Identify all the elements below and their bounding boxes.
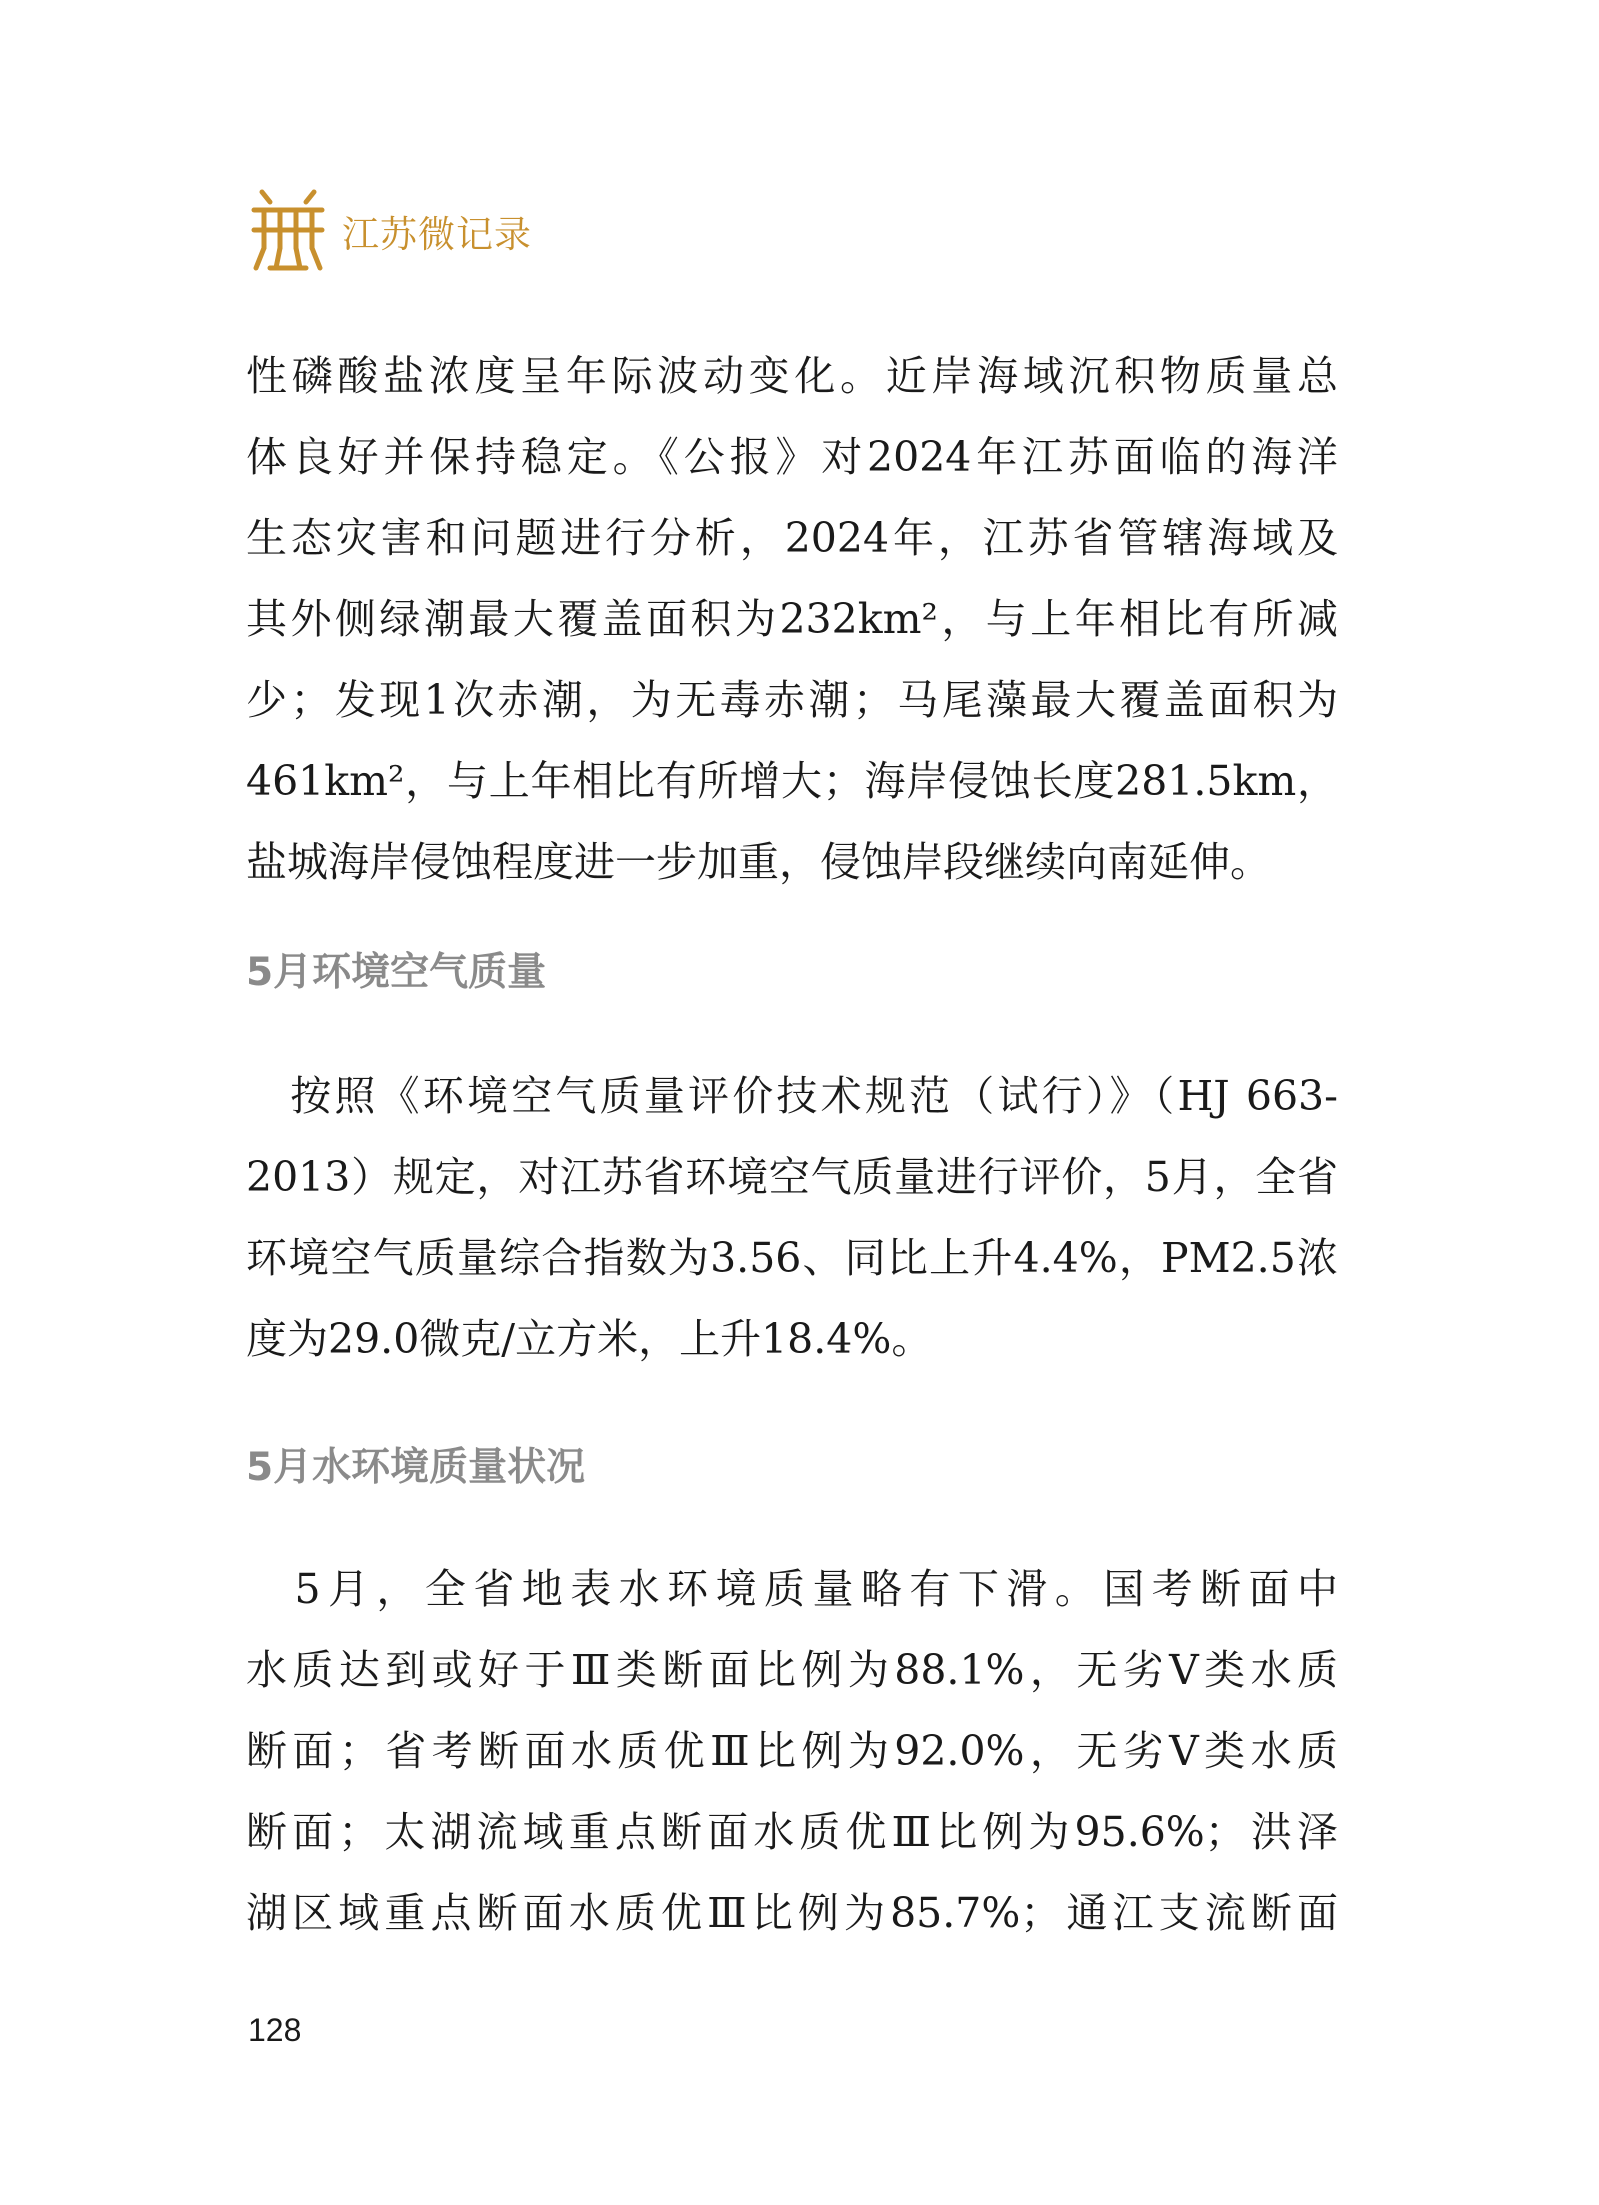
running-header bbox=[248, 186, 532, 274]
text-line: 2013）规定，对江苏省环境空气质量进行评价，5月，全省 bbox=[246, 1153, 1338, 1201]
section-heading-air-quality: 5月环境空气质量 bbox=[246, 950, 547, 995]
text-line: 461km²，与上年相比有所增大；海岸侵蚀长度281.5km， bbox=[246, 757, 1338, 805]
text-line: 盐城海岸侵蚀程度进一步加重，侵蚀岸段继续向南延伸。 bbox=[246, 838, 1271, 886]
text-line: 5月，全省地表水环境质量略有下滑。国考断面中 bbox=[246, 1565, 1338, 1613]
text-line: 断面；太湖流域重点断面水质优Ⅲ比例为95.6%；洪泽 bbox=[246, 1808, 1338, 1856]
section-heading-water-quality: 5月水环境质量状况 bbox=[246, 1445, 586, 1490]
paragraph-air-quality bbox=[246, 1056, 1338, 1380]
paragraph-marine bbox=[246, 336, 1338, 903]
text-line: 其外侧绿潮最大覆盖面积为232km²，与上年相比有所减 bbox=[246, 595, 1338, 643]
text-line: 湖区域重点断面水质优Ⅲ比例为85.7%；通江支流断面 bbox=[246, 1889, 1338, 1937]
text-line: 性磷酸盐浓度呈年际波动变化。近岸海域沉积物质量总 bbox=[246, 352, 1338, 400]
text-line: 生态灾害和问题进行分析，2024年，江苏省管辖海域及 bbox=[246, 514, 1338, 562]
text-line: 环境空气质量综合指数为3.56、同比上升4.4%，PM2.5浓 bbox=[246, 1234, 1338, 1282]
text-line: 按照《环境空气质量评价技术规范（试行）》（HJ 663- bbox=[246, 1072, 1338, 1120]
header-title: 江苏微记录 bbox=[342, 212, 532, 256]
page-content bbox=[246, 336, 1338, 1954]
text-line: 度为29.0微克/立方米，上升18.4%。 bbox=[246, 1315, 933, 1363]
jiangsu-logo-icon bbox=[248, 186, 328, 274]
paragraph-water-quality bbox=[246, 1549, 1338, 1954]
text-line: 少；发现1次赤潮，为无毒赤潮；马尾藻最大覆盖面积为 bbox=[246, 676, 1338, 724]
text-line: 体良好并保持稳定。《公报》对2024年江苏面临的海洋 bbox=[246, 433, 1338, 481]
text-line: 断面；省考断面水质优Ⅲ比例为92.0%，无劣Ⅴ类水质 bbox=[246, 1727, 1338, 1775]
page-number: 128 bbox=[248, 2012, 302, 2048]
text-line: 水质达到或好于Ⅲ类断面比例为88.1%，无劣Ⅴ类水质 bbox=[246, 1646, 1338, 1694]
